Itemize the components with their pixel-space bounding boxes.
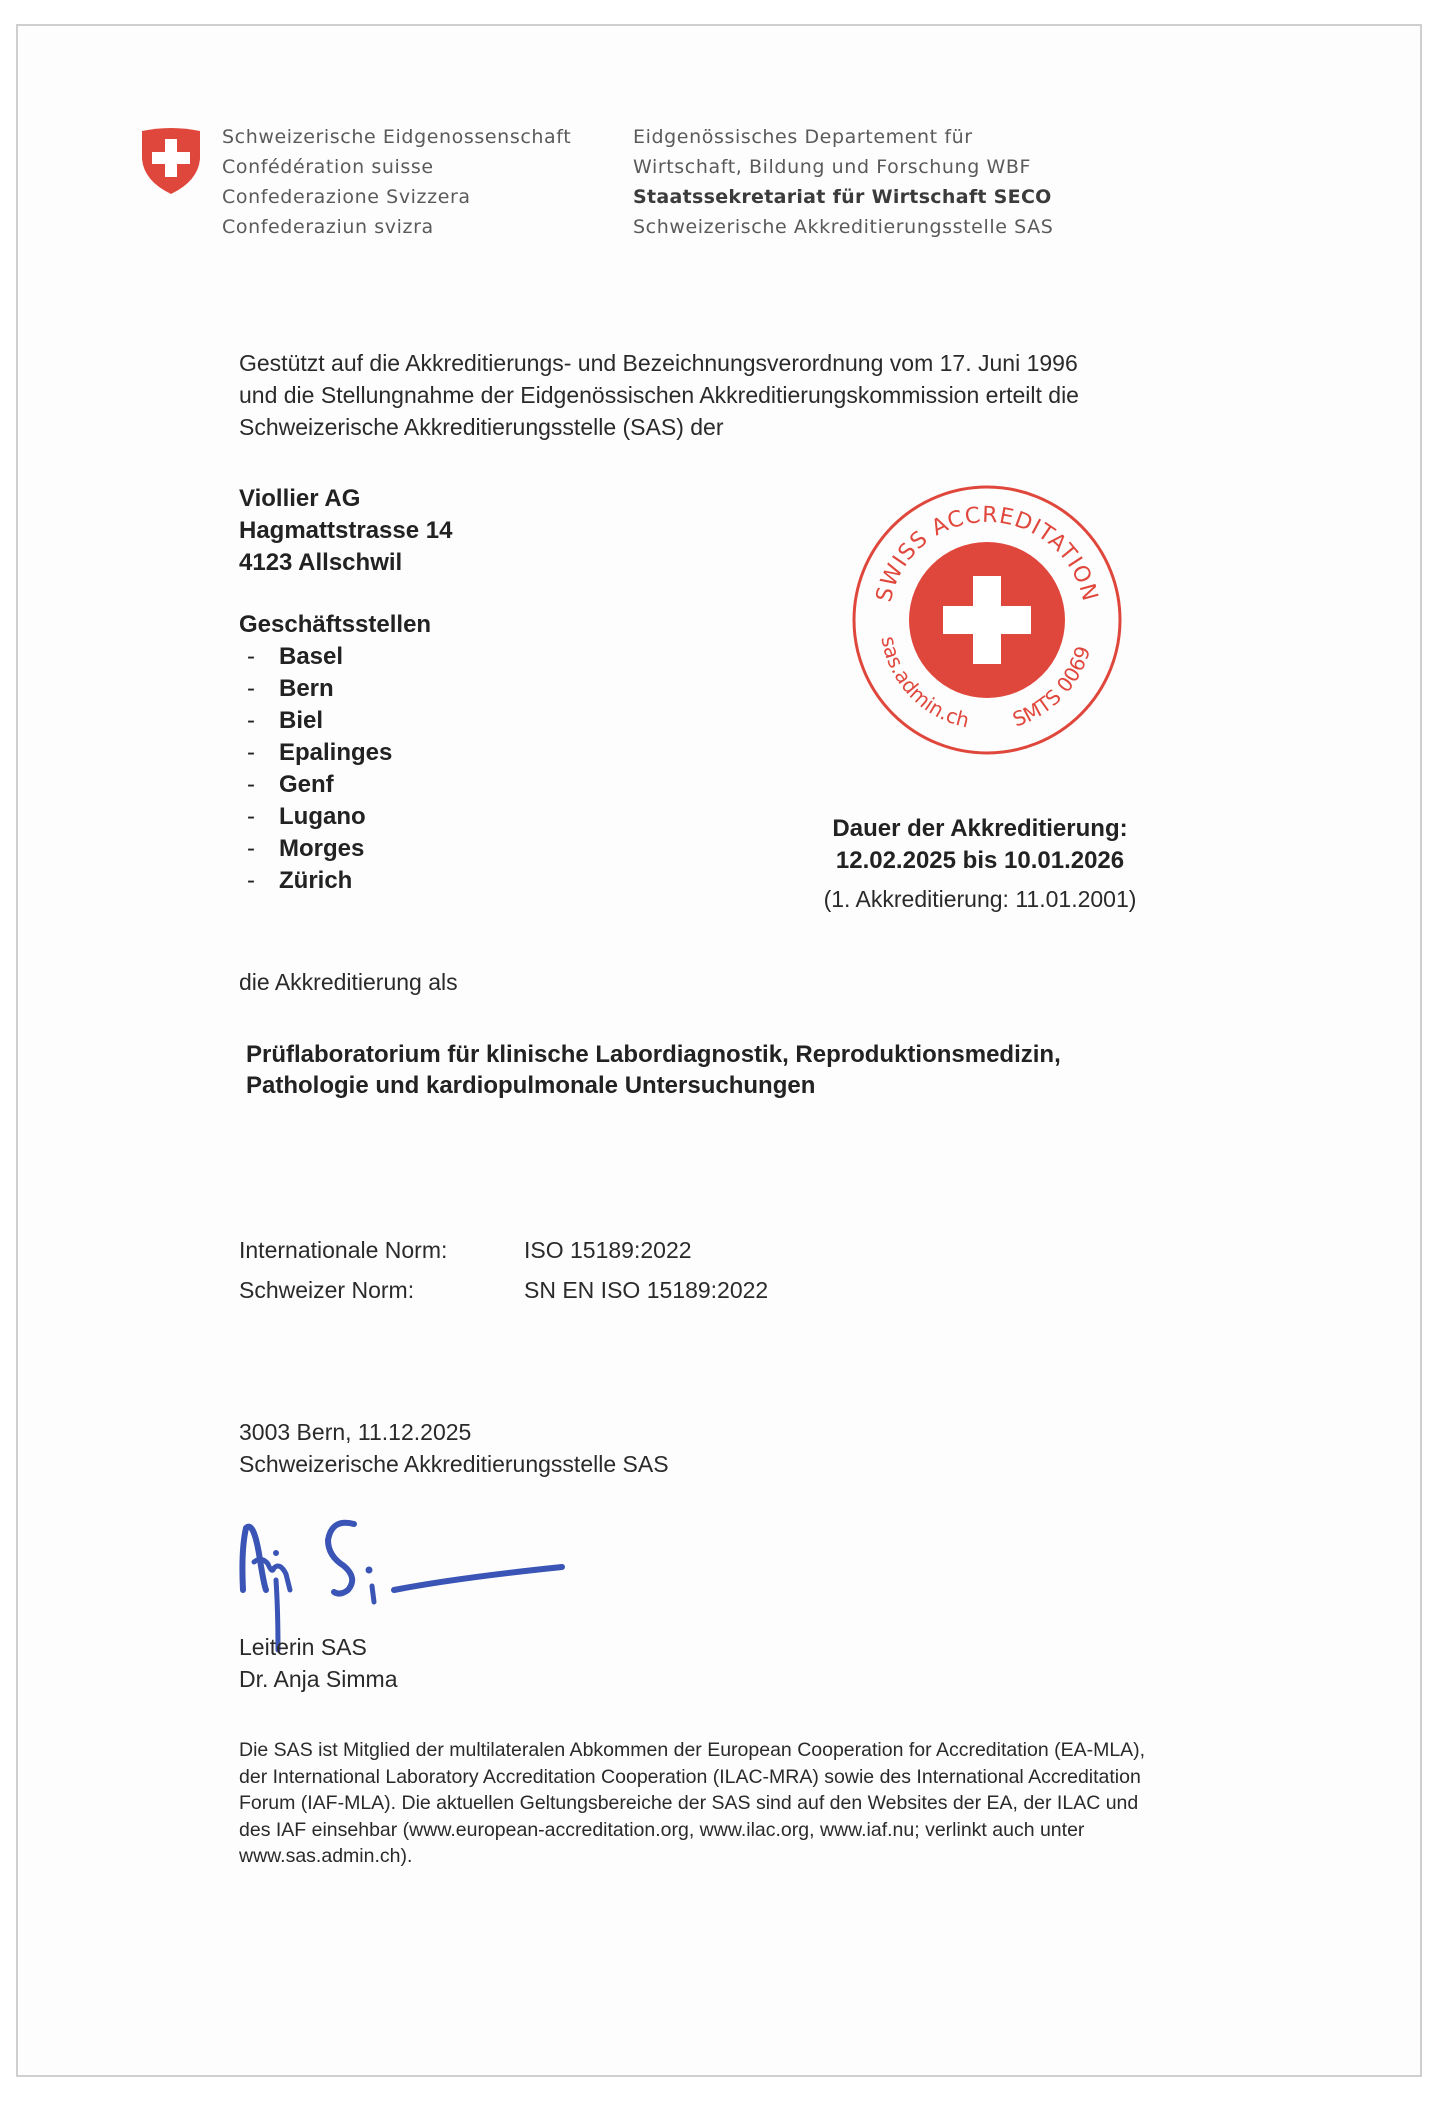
place-date: 3003 Bern, 11.12.2025 xyxy=(239,1419,472,1445)
norm-row-international xyxy=(239,1230,768,1270)
confederation-names xyxy=(222,122,571,242)
branch-item: - Basel xyxy=(247,643,344,670)
duration-range: 12.02.2025 bis 10.01.2026 xyxy=(835,847,1125,874)
intro-line: und die Stellungnahme der Eidgenössischen Akkreditierungskommission erteilt die xyxy=(239,382,1079,408)
signatory-block xyxy=(239,1631,398,1695)
signatory-role: Leiterin SAS xyxy=(239,1634,367,1660)
intro-line: Gestützt auf die Akkreditierungs- und Bezeichnungsverordnung vom 17. Juni 1996 xyxy=(239,350,1078,376)
branch-item: - Morges xyxy=(247,835,365,862)
norms-table xyxy=(239,1230,768,1310)
footer-line: www.sas.admin.ch). xyxy=(239,1845,413,1867)
norm-value: SN EN ISO 15189:2022 xyxy=(524,1277,769,1303)
seal-url-text: sas.admin.ch xyxy=(876,634,972,733)
branch-item: - Epalinges xyxy=(247,739,393,766)
department-line-seco: Staatssekretariat für Wirtschaft SECO xyxy=(633,186,1052,208)
intro-paragraph xyxy=(239,347,1079,443)
footer-line: des IAF einsehbar (www.european-accreditation.org, www.ilac.org, www.iaf.nu; verlinkt auch unter xyxy=(239,1818,1085,1841)
swiss-shield-icon xyxy=(140,125,202,195)
footer-note xyxy=(239,1737,1249,1870)
norm-label: Schweizer Norm: xyxy=(239,1277,415,1303)
swiss-accreditation-seal xyxy=(851,484,1123,756)
footer-line: Die SAS ist Mitglied der multilateralen Abkommen der European Cooperation for Accreditation (EA-MLA), xyxy=(239,1739,1146,1761)
seal-number-text: SMTS 0069 xyxy=(1009,643,1096,732)
department-line: Schweizerische Akkreditierungsstelle SAS xyxy=(633,216,1054,238)
signatory-name: Dr. Anja Simma xyxy=(239,1666,398,1692)
seal-top-text: SWISS ACCREDITATION xyxy=(871,502,1103,605)
accreditation-scope xyxy=(246,1039,1061,1101)
recipient-street: Hagmattstrasse 14 xyxy=(239,517,453,544)
norm-label: Internationale Norm: xyxy=(239,1237,448,1263)
scope-line: Pathologie und kardiopulmonale Untersuchungen xyxy=(246,1072,816,1099)
footer-line: der International Laboratory Accreditation Cooperation (ILAC-MRA) sowie des International Accreditation xyxy=(239,1765,1141,1788)
branch-item: - Genf xyxy=(247,771,334,798)
recipient-address xyxy=(239,483,452,579)
first-accreditation: (1. Akkreditierung: 11.01.2001) xyxy=(823,886,1137,912)
branches-title: Geschäftsstellen xyxy=(239,611,432,638)
duration-title: Dauer der Akkreditierung: xyxy=(832,815,1128,842)
branch-item: - Biel xyxy=(247,707,324,734)
scope-line: Prüflaboratorium für klinische Labordiagnostik, Reproduktionsmedizin, xyxy=(246,1041,1061,1068)
confederation-line: Confederaziun svizra xyxy=(222,216,434,238)
confederation-line: Schweizerische Eidgenossenschaft xyxy=(222,126,572,148)
seal-cross-horizontal xyxy=(943,606,1031,634)
footer-line: Forum (IAF-MLA). Die aktuellen Geltungsbereiche der SAS sind auf den Websites der EA, der ILAC und xyxy=(239,1792,1139,1814)
recipient-name: Viollier AG xyxy=(239,485,361,512)
confederation-line: Confédération suisse xyxy=(222,156,434,178)
norm-value: ISO 15189:2022 xyxy=(524,1237,692,1263)
branches-list xyxy=(239,641,431,897)
department-names xyxy=(633,122,1053,242)
intro-line: Schweizerische Akkreditierungsstelle (SAS) der xyxy=(239,414,724,440)
signing-place-block xyxy=(239,1416,669,1480)
recipient-city: 4123 Allschwil xyxy=(239,549,403,576)
branch-item: - Bern xyxy=(247,675,334,702)
confederation-line: Confederazione Svizzera xyxy=(222,186,471,208)
duration-block xyxy=(760,813,1200,915)
department-line: Eidgenössisches Departement für xyxy=(633,126,973,148)
branch-item: - Zürich xyxy=(247,867,353,894)
department-line: Wirtschaft, Bildung und Forschung WBF xyxy=(633,156,1032,178)
branches-block xyxy=(239,609,431,897)
branch-item: - Lugano xyxy=(247,803,366,830)
signing-org: Schweizerische Akkreditierungsstelle SAS xyxy=(239,1451,669,1477)
accreditation-lead: die Akkreditierung als xyxy=(239,969,458,995)
norm-row-swiss xyxy=(239,1270,768,1310)
